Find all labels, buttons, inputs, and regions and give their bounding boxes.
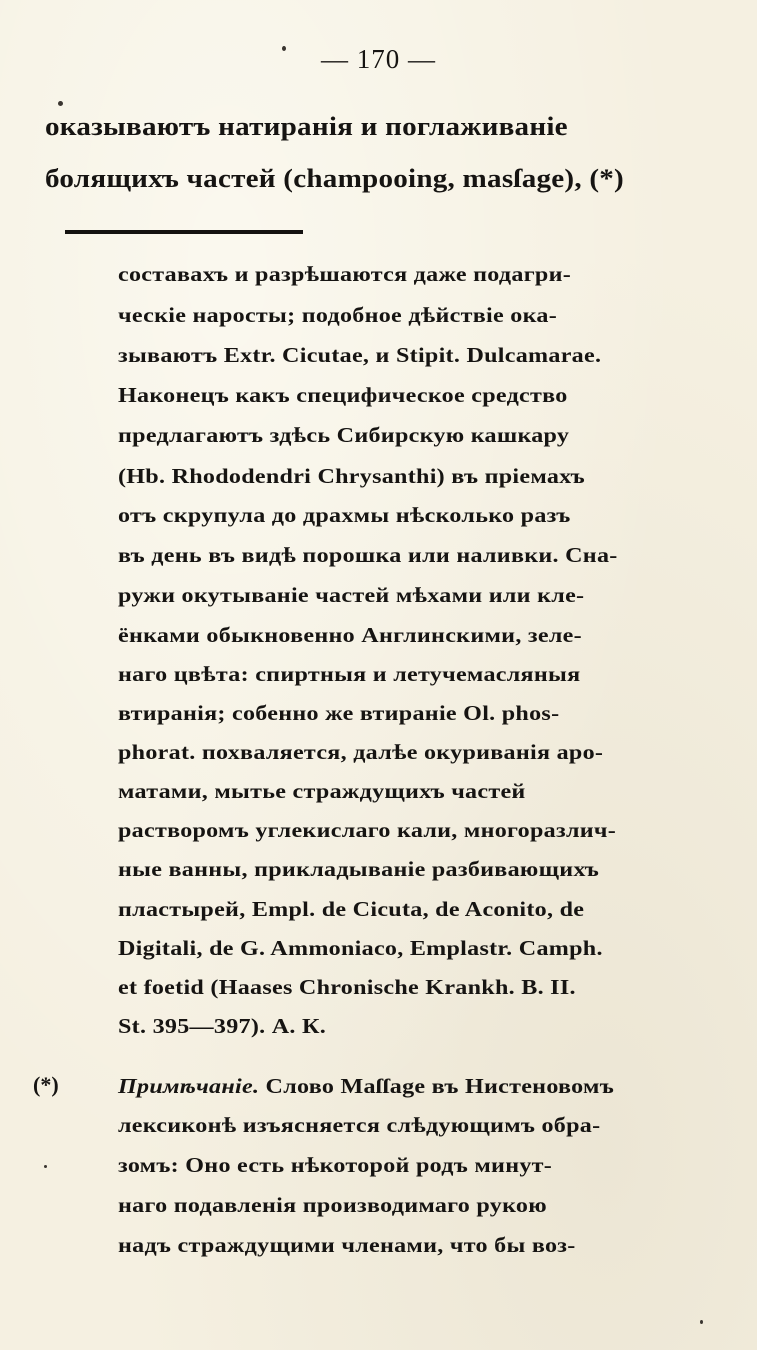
footnote-line-rest: Слово Maſſage въ Нистеновомъ xyxy=(259,1074,615,1098)
body-line: ные ванны, прикладываніе разбивающихъ xyxy=(118,857,600,881)
body-line: въ день въ видѣ порошка или наливки. Сна- xyxy=(118,543,618,567)
print-speck xyxy=(282,46,286,51)
body-line: зываютъ Extr. Cicutae, и Stipit. Dulcamarae. xyxy=(118,343,602,367)
print-speck xyxy=(44,1165,47,1168)
footnote-line: надъ страждущими членами, что бы воз- xyxy=(118,1233,576,1257)
body-line: пластырей, Empl. de Cicuta, de Aconito, de xyxy=(118,897,585,921)
body-line: наго цвѣта: спиртныя и летучемасляныя xyxy=(118,662,581,686)
body-line: Digitali, de G. Ammoniaco, Emplastr. Camph. xyxy=(118,936,603,960)
footnote-title: Примѣчаніе. xyxy=(118,1074,260,1098)
separator-rule xyxy=(65,230,303,234)
body-line: составахъ и разрѣшаются даже подагри- xyxy=(118,262,572,286)
body-line: ческіе наросты; подобное дѣйствіе ока- xyxy=(118,303,558,327)
continuation-line: болящихъ частей (champooing, masſage), (*) xyxy=(45,164,624,193)
footnote-line: зомъ: Оно есть нѣкоторой родъ минут- xyxy=(118,1153,553,1177)
footnote-line: наго подавленія производимаго рукою xyxy=(118,1193,547,1217)
body-line: phorat. похваляется, далѣе окуриванія аро- xyxy=(118,740,604,764)
body-line: St. 395—397). А. К. xyxy=(118,1014,327,1038)
body-line: (Hb. Rhododendri Chrysanthi) въ пріемахъ xyxy=(118,464,585,488)
continuation-line: оказываютъ натиранія и поглаживаніе xyxy=(45,112,568,141)
body-line: et foetid (Haases Chronische Krankh. B. II. xyxy=(118,975,576,999)
body-line: растворомъ углекислаго кали, многоразлич- xyxy=(118,818,617,842)
print-speck xyxy=(700,1320,703,1324)
body-line: втиранія; собенно же втираніе Ol. phos- xyxy=(118,701,560,725)
body-line: ружи окутываніе частей мѣхами или кле- xyxy=(118,583,585,607)
body-line: матами, мытье страждущихъ частей xyxy=(118,779,526,803)
body-line: отъ скрупула до драхмы нѣсколько разъ xyxy=(118,503,571,527)
print-speck xyxy=(58,101,63,106)
footnote-first-line xyxy=(118,1074,614,1099)
page-number: — 170 — xyxy=(321,44,436,74)
body-line: Наконецъ какъ специфическое средство xyxy=(118,383,568,407)
footnote-line: лексиконѣ изъясняется слѣдующимъ обра- xyxy=(118,1113,601,1137)
body-line: предлагаютъ здѣсь Сибирскую кашкару xyxy=(118,423,570,447)
footnote-marker: (*) xyxy=(33,1072,59,1097)
body-line: ёнками обыкновенно Англинскими, зеле- xyxy=(118,623,582,647)
